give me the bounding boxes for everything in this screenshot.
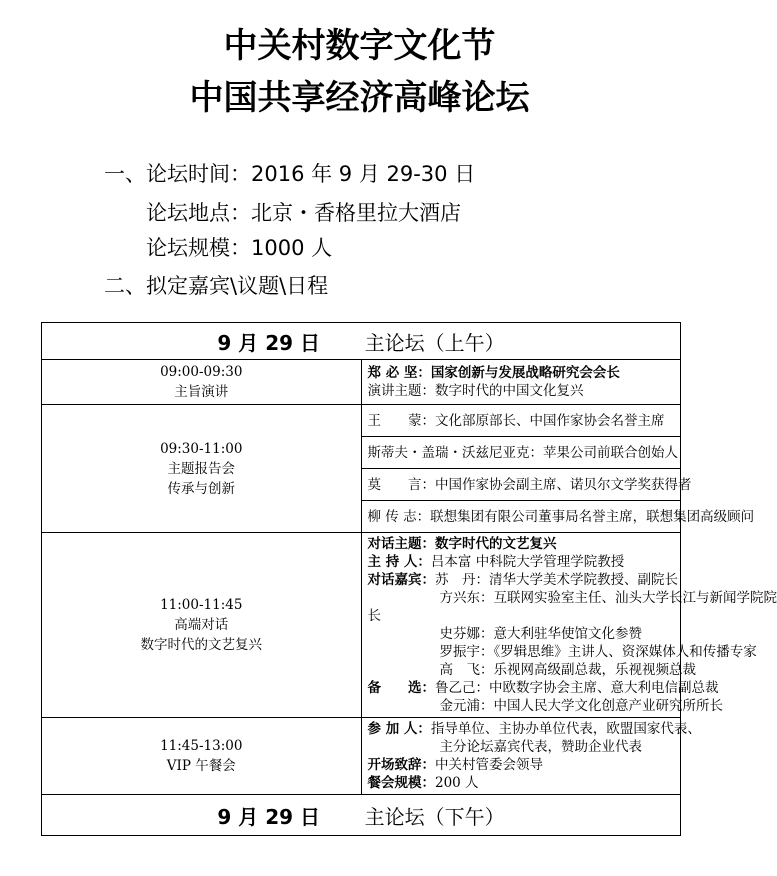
alternate: 金元浦：中国人民大学文化创意产业研究所所长 xyxy=(439,698,723,714)
guest-wrap: 长 xyxy=(367,608,381,624)
page-title-line1: 中关村数字文化节 xyxy=(223,26,496,66)
day-date: 9 月 29 日 xyxy=(217,330,321,355)
day-header-pm xyxy=(42,795,681,836)
session-report xyxy=(42,405,681,437)
lunch-scale-label: 餐会规模： xyxy=(367,775,435,791)
presenter: 斯蒂夫・盖瑞・沃兹尼亚克：苹果公司前联合创始人 xyxy=(367,444,678,461)
speaker: 郑 必 坚：国家创新与发展战略研究会会长 xyxy=(367,365,620,381)
attendees-label: 参 加 人： xyxy=(367,721,431,737)
forum-venue-value: 北京・香格里拉大酒店 xyxy=(251,201,461,225)
schedule-table xyxy=(41,322,777,836)
opening-speaker: 中关村管委会领导 xyxy=(435,757,543,773)
guest: 罗振宇：《罗辑思维》主讲人、资深媒体人和传播专家 xyxy=(439,644,757,660)
guest: 高 飞：乐视网高级副总裁，乐视视频总裁 xyxy=(439,662,696,678)
forum-time-value: 2016 年 9 月 29-30 日 xyxy=(251,162,476,186)
guest: 方兴东：互联网实验室主任、汕头大学长江与新闻学院院 xyxy=(439,590,777,606)
session-time: 09:30-11:00 xyxy=(160,440,243,457)
guest: 史芬娜：意大利驻华使馆文化参赞 xyxy=(439,626,642,642)
session-type: 高端对话 xyxy=(174,617,229,633)
host: 吕本富 中科院大学管理学院教授 xyxy=(430,554,625,570)
session-theme: 数字时代的文艺复兴 xyxy=(140,637,262,653)
day-forum-name: 主论坛（下午） xyxy=(364,804,505,829)
page-title-line2: 中国共享经济高峰论坛 xyxy=(189,78,530,118)
forum-time-label: 论坛时间： xyxy=(146,162,251,186)
host-label: 主 持 人： xyxy=(367,554,431,570)
speech-topic: 演讲主题：数字时代的中国文化复兴 xyxy=(367,383,584,399)
opening-label: 开场致辞： xyxy=(367,757,435,773)
attendees-cont: 主分论坛嘉宾代表，赞助企业代表 xyxy=(439,739,642,755)
session-type: 主题报告会 xyxy=(167,460,235,477)
day-header-am xyxy=(42,323,681,360)
session-time: 11:00-11:45 xyxy=(160,597,243,613)
section-2-heading xyxy=(104,272,328,300)
session-theme: 传承与创新 xyxy=(167,480,235,497)
session-type: 主旨演讲 xyxy=(174,384,229,400)
presenter: 柳 传 志：联想集团有限公司董事局名誉主席，联想集团高级顾问 xyxy=(367,508,755,525)
guests-label: 对话嘉宾： xyxy=(367,572,435,588)
lunch-scale: 200 人 xyxy=(435,775,479,791)
section-number-2: 二、 xyxy=(104,274,146,298)
dialogue-topic: 对话主题：数字时代的文艺复兴 xyxy=(367,536,557,552)
forum-venue-line xyxy=(146,199,461,227)
session-type: VIP 午餐会 xyxy=(166,758,236,774)
session-time: 09:00-09:30 xyxy=(160,364,243,380)
session-keynote xyxy=(42,360,681,405)
forum-time-line xyxy=(104,160,475,188)
attendees: 指导单位、主协办单位代表，欧盟国家代表、 xyxy=(430,721,701,737)
alternate: 鲁乙己：中欧数字协会主席、意大利电信副总裁 xyxy=(435,680,719,696)
day-forum-name: 主论坛（上午） xyxy=(364,330,505,355)
forum-venue-label: 论坛地点： xyxy=(146,201,251,225)
forum-scale-label: 论坛规模： xyxy=(146,236,251,260)
forum-scale-value: 1000 人 xyxy=(251,236,333,260)
presenter: 莫 言：中国作家协会副主席、诺贝尔文学奖获得者 xyxy=(367,476,692,493)
section-2-label: 拟定嘉宾\议题\日程 xyxy=(146,274,329,298)
section-number-1: 一、 xyxy=(104,162,146,186)
guest: 苏 丹：清华大学美术学院教授、副院长 xyxy=(435,572,678,588)
session-dialogue xyxy=(42,533,681,718)
session-time: 11:45-13:00 xyxy=(160,738,243,754)
day-date: 9 月 29 日 xyxy=(217,804,321,829)
presenter: 王 蒙：文化部原部长、中国作家协会名誉主席 xyxy=(367,412,665,429)
session-lunch xyxy=(42,718,681,795)
forum-scale-line xyxy=(146,234,332,262)
alternates-label: 备 选： xyxy=(367,680,435,696)
